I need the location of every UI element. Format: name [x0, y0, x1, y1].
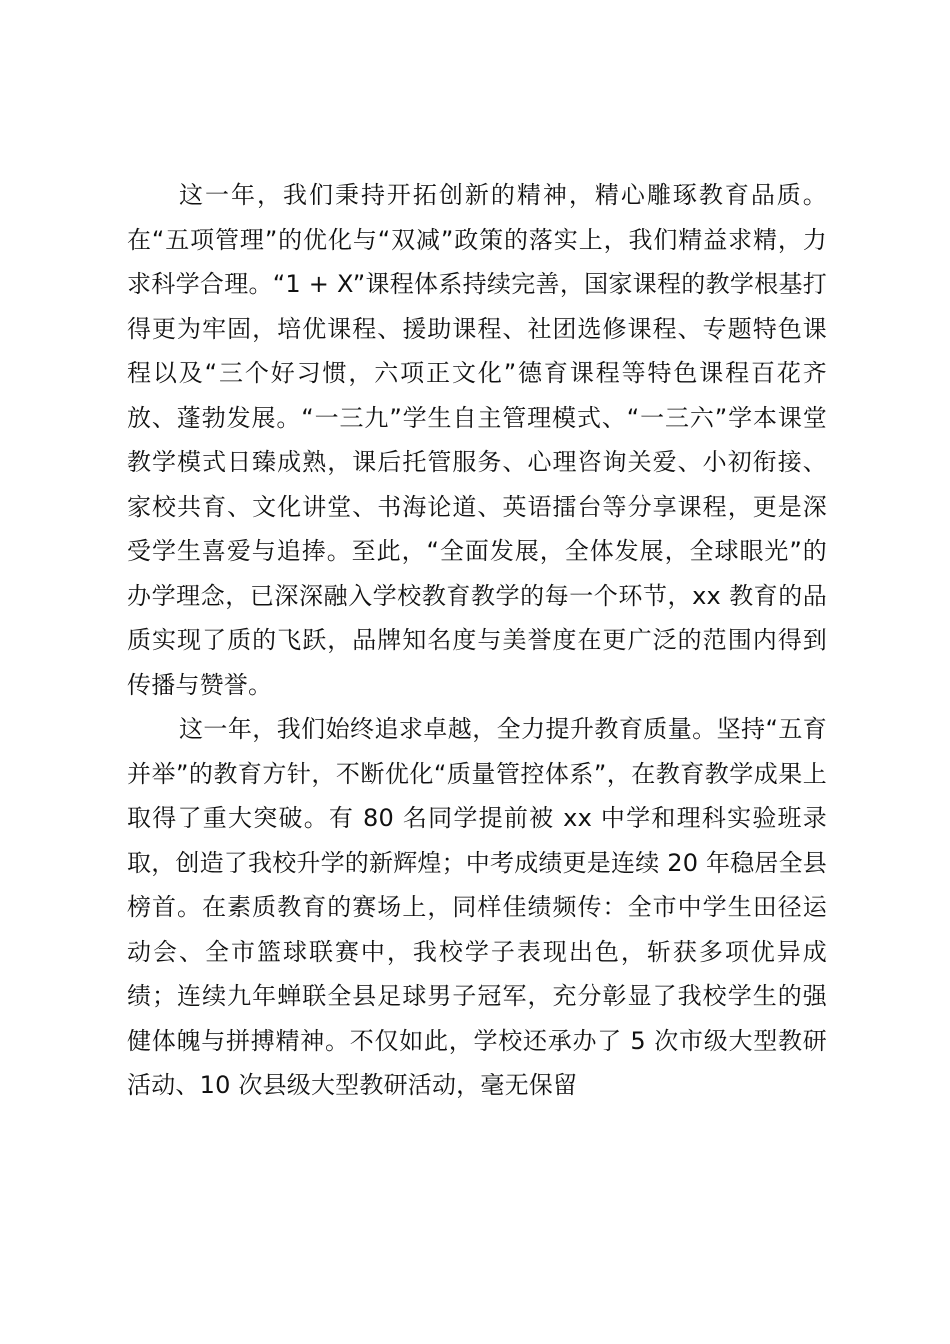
document-body [127, 173, 827, 1108]
paragraph-2: 这一年，我们始终追求卓越，全力提升教育质量。坚持“五育并举”的教育方针，不断优化“质量管控体系”，在教育教学成果上取得了重大突破。有 80 名同学提前被 xx 中学和理科实验班录取，创造了我校升学的新辉煌；中考成绩更是连续 20 年稳居全县榜首。在素质教育的赛场上，同样佳绩频传：全市中学生田径运动会、全市篮球联赛中，我校学子表现出色，斩获多项优异成绩；连续九年蝉联全县足球男子冠军，充分彰显了我校学生的强健体魄与拼搏精神。不仅如此，学校还承办了 5 次市级大型教研活动、10 次县级大型教研活动，毫无保留 [127, 715, 827, 1099]
paragraph-1: 这一年，我们秉持开拓创新的精神，精心雕琢教育品质。在“五项管理”的优化与“双减”政策的落实上，我们精益求精，力求科学合理。“1 + X”课程体系持续完善，国家课程的教学根基打得更为牢固，培优课程、援助课程、社团选修课程、专题特色课程以及“三个好习惯，六项正文化”德育课程等特色课程百花齐放、蓬勃发展。“一三九”学生自主管理模式、“一三六”学本课堂教学模式日臻成熟，课后托管服务、心理咨询关爱、小初衔接、家校共育、文化讲堂、书海论道、英语擂台等分享课程，更是深受学生喜爱与追捧。至此，“全面发展，全体发展，全球眼光”的办学理念，已深深融入学校教育教学的每一个环节，xx 教育的品质实现了质的飞跃，品牌知名度与美誉度在更广泛的范围内得到传播与赞誉。 [127, 181, 827, 699]
